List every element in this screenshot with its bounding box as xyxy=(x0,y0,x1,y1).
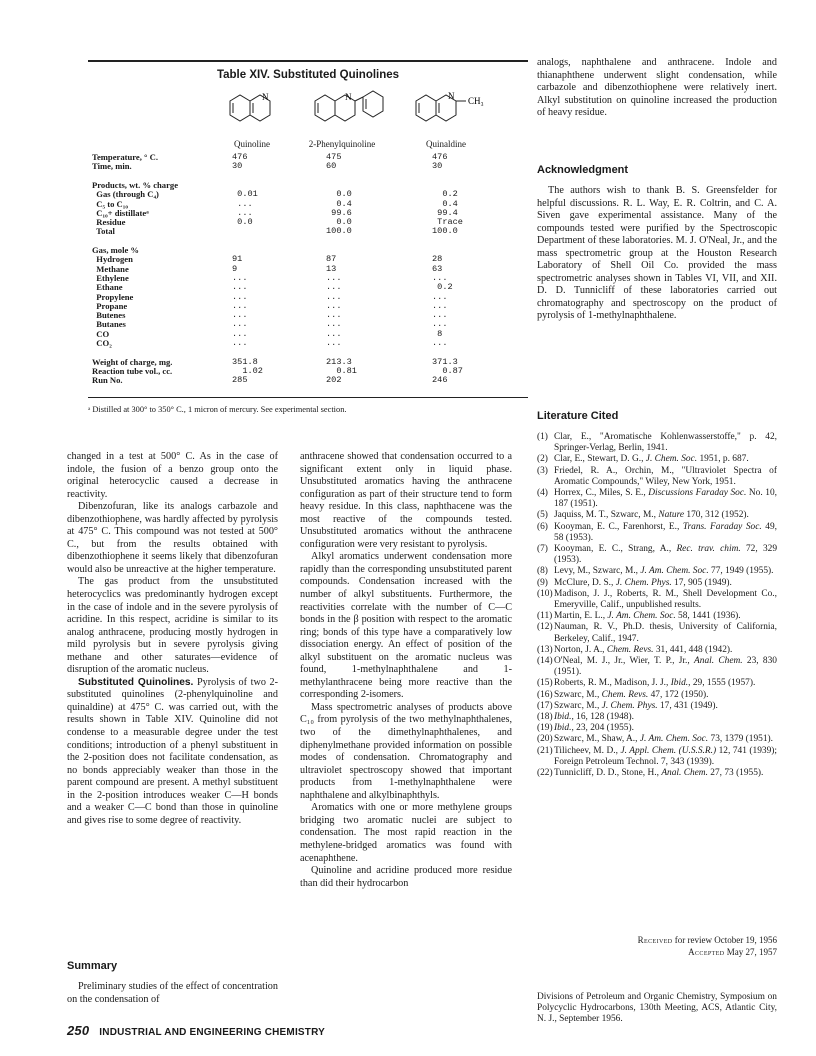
paragraph: Alkyl aromatics underwent condensation more rapidly than the corresponding unsubstituted parent compounds. Condensation increased with the number of alkyl substituents. Furthermore, the reactivities correlate with the number of C—C bonds in the β position with respect to the aromatic ring; bonds of this type have a comparatively low dissociation energy. An effect of position of the alkyl substituent on the aromatic nucleus was found, 1-methylnaphthalene and 1-methylanthracene being more reactive than the corresponding 2-isomers. xyxy=(300,551,512,701)
table-cell: 30 xyxy=(432,161,443,172)
table-cell: 351.8 xyxy=(232,356,258,367)
subsection-heading: Substituted Quinolines. xyxy=(78,676,194,688)
table-cell: 0.2 xyxy=(432,189,458,200)
paragraph: anthracene showed that condensation occurred to a significant extent only in liquid phase. Unsubstituted aromatics having the anthracene configuration as part of their structure tend to form heavy residue. In this class, naphthacene was the most reactive of the compounds tested. Unsubstituted aromatics without the anthracene configuration were very resistant to pyrolysis. xyxy=(300,451,512,550)
table-cell: ... xyxy=(232,207,253,218)
reference-item: (21) Tilicheev, M. D., J. Appl. Chem. (U.S.S.R.) 12, 741 (1939); Foreign Petroleum Technol. 7, 343 (1939). xyxy=(537,745,777,767)
table-cell: ... xyxy=(232,310,248,321)
compound-name: Quinoline xyxy=(234,139,270,149)
table-cell: 202 xyxy=(326,375,342,386)
nitrogen-label: N xyxy=(345,92,352,102)
reference-item: (1) Clar, E., "Aromatische Kohlenwasserstoffe," p. 42, Springer-Verlag, Berlin, 1941. xyxy=(537,432,777,454)
row-label: Ethane xyxy=(92,282,123,293)
table-cell: ... xyxy=(326,291,342,302)
table-cell: 0.01 xyxy=(232,189,258,200)
table-cell: 476 xyxy=(432,152,448,162)
summary-section xyxy=(67,981,278,1006)
table-cell: 371.3 xyxy=(432,356,458,367)
row-label: Butenes xyxy=(92,310,126,321)
table-cell: 100.0 xyxy=(432,226,458,237)
paragraph: The gas product from the unsubstituted heterocyclics was predominantly hydrogen except in the case of indole and in the severe pyrolysis of acridine. In this respect, acridine is similar to its analog anthracene, producing mostly hydrogen in mild pyrolysis but in severe pyrolysis giving methane and other saturates—evidence of disruption of the aromatic nucleus. xyxy=(67,576,278,676)
reference-item: (14) O'Neal, M. J., Jr., Wier, T. P., Jr., Anal. Chem. 23, 830 (1951). xyxy=(537,656,777,678)
reference-item: (8) Levy, M., Szwarc, M., J. Am. Chem. Soc. 77, 1949 (1955). xyxy=(537,566,774,577)
table-cell: 0.81 xyxy=(326,365,357,376)
reference-item: (17) Szwarc, M., J. Chem. Phys. 17, 431 (1949). xyxy=(537,700,718,711)
row-label: Temperature, ° C. xyxy=(92,152,158,162)
table-cell: 476 xyxy=(232,152,248,162)
row-label: Residue xyxy=(92,217,126,228)
row-label: C₁₀+ distillateᵃ xyxy=(92,207,149,218)
reference-item: (13) Norton, J. A., Chem. Revs. 31, 441, 448 (1942). xyxy=(537,644,733,655)
table-cell: ... xyxy=(432,291,448,302)
table-cell: 0.4 xyxy=(326,198,352,209)
table-cell: 285 xyxy=(232,375,248,386)
table-cell: ... xyxy=(432,319,448,330)
reference-item: (11) Martin, E. L., J. Am. Chem. Soc. 58, 1441 (1936). xyxy=(537,611,741,622)
reference-item: (3) Friedel, R. A., Orchin, M., "Ultraviolet Spectra of Aromatic Compounds," Wiley, New York, 1951. xyxy=(537,465,777,487)
row-label: Time, min. xyxy=(92,161,132,172)
quinaldine-structure xyxy=(412,88,512,134)
row-label: Gas, mole % xyxy=(92,245,140,255)
table-cell: 8 xyxy=(432,328,443,339)
reference-item: (2) Clar, E., Stewart, D. G., J. Chem. Soc. 1951, p. 687. xyxy=(537,454,749,465)
table-cell: ... xyxy=(232,300,248,311)
table-cell: ... xyxy=(432,310,448,321)
table-cell: ... xyxy=(326,328,342,339)
table-cell: 0.87 xyxy=(432,365,463,376)
paragraph: Mass spectrometric analyses of products above C₁₀ from pyrolysis of the two methylnaphthalenes, two of the dimethylnaphthalenes, and diphenylmethane provided information on possible modes of condensation. Chromatography and ultraviolet spectroscopy showed that important products from 1-methylnaphthalene were naphthalene and alkylbinaphthyls. xyxy=(300,701,512,801)
row-label: Propane xyxy=(92,300,128,311)
table-cell: 99.6 xyxy=(326,207,352,218)
received-dates xyxy=(537,935,777,958)
table-cell: ... xyxy=(326,272,342,283)
table-top-rule xyxy=(88,60,528,62)
reference-item: (15) Roberts, R. M., Madison, J. J., Ibid., 29, 1555 (1957). xyxy=(537,678,756,689)
accepted-line: Accepted May 27, 1957 xyxy=(688,946,777,957)
table-cell: 213.3 xyxy=(326,356,352,367)
nitrogen-label: N xyxy=(262,92,269,102)
table-cell: ... xyxy=(432,338,448,348)
reference-item: (22) Tunnicliff, D. D., Stone, H., Anal. Chem. 27, 73 (1955). xyxy=(537,768,764,779)
table-cell: 9 xyxy=(232,263,238,274)
nitrogen-label: N xyxy=(448,91,455,101)
acknowledgment-section xyxy=(537,185,777,323)
reference-item: (20) Szwarc, M., Shaw, A., J. Am. Chem. Soc. 73, 1379 (1951). xyxy=(537,734,773,745)
table-cell: 87 xyxy=(326,254,337,265)
phenylquinoline-structure xyxy=(311,88,401,134)
right-column-top xyxy=(537,57,777,120)
table-cell: 13 xyxy=(326,263,337,274)
reference-item: (16) Szwarc, M., Chem. Revs. 47, 172 (1950). xyxy=(537,689,709,700)
reference-item: (9) McClure, D. S., J. Chem. Phys. 17, 905 (1949). xyxy=(537,577,732,588)
row-label: Methane xyxy=(92,263,129,274)
page-number: 250 xyxy=(67,1023,90,1038)
quinoline-structure xyxy=(226,88,282,134)
table-cell: 0.0 xyxy=(326,217,352,228)
paragraph: Quinoline and acridine produced more residue than did their hydrocarbon xyxy=(300,865,512,889)
received-line: Received for review October 19, 1956 xyxy=(637,935,777,945)
table-cell: ... xyxy=(232,328,248,339)
reference-item: (10) Madison, J. J., Roberts, R. M., Shell Development Co., Emeryville, Calif., unpublished results. xyxy=(537,588,777,611)
table-cell: 28 xyxy=(432,254,443,265)
paragraph: Dibenzofuran, like its analogs carbazole and dibenzothiophene, was hardly affected by pyrolysis at 475° C. This compound was not tested at 500° C., but from the results obtained with dibenzothiophene it seems likely that dibenzofuran would also be unreactive at the higher temperature. xyxy=(67,501,278,575)
table-cell: 30 xyxy=(232,161,243,172)
table-cell: 0.0 xyxy=(232,217,253,228)
table-cell: ... xyxy=(326,319,342,330)
journal-name: INDUSTRIAL AND ENGINEERING CHEMISTRY xyxy=(99,1027,326,1038)
table-bottom-rule xyxy=(88,397,528,398)
reference-item: (4) Horrex, C., Miles, S. E., Discussions Faraday Soc. No. 10, 187 (1951). xyxy=(537,488,777,510)
row-label: Hydrogen xyxy=(92,254,133,265)
table-footnote: ᵃ Distilled at 300° to 350° C., 1 micron of mercury. See experimental section. xyxy=(88,405,347,414)
table-cell: ... xyxy=(232,319,248,330)
column-1 xyxy=(67,451,278,827)
row-label: Propylene xyxy=(92,291,134,302)
table-cell: 0.2 xyxy=(432,282,453,293)
literature-heading: Literature Cited xyxy=(537,410,619,422)
row-label: C₅ to C₁₀ xyxy=(92,198,128,209)
reference-item: (7) Kooyman, E. C., Strang, A., Rec. trav. chim. 72, 329 (1953). xyxy=(537,544,778,566)
table-row xyxy=(92,375,528,386)
row-label: Reaction tube vol., cc. xyxy=(92,365,173,376)
table-cell: ... xyxy=(326,310,342,321)
table-cell: ... xyxy=(432,272,448,283)
compound-name: 2-Phenylquinoline xyxy=(308,139,376,149)
table-cell: ... xyxy=(432,300,448,311)
table-cell: 0.4 xyxy=(432,198,458,209)
table-cell: 63 xyxy=(432,263,443,274)
row-label: Gas (through C₄) xyxy=(92,189,159,200)
table-cell: 100.0 xyxy=(326,226,352,237)
row-label: Butanes xyxy=(92,319,126,330)
row-label: Weight of charge, mg. xyxy=(92,356,173,367)
table-cell: 99.4 xyxy=(432,207,458,218)
paragraph: changed in a test at 500° C. As in the case of indole, the fusion of a benzo group onto the original heterocyclic caused a decrease in reactivity. xyxy=(67,451,278,500)
paragraph: The authors wish to thank B. S. Greensfelder for helpful discussions. R. L. Way, E. R. Coltrin, and C. A. Siven gave experimental assistance. Many of the compounds tested were purified by the Spectroscopic Department of these laboratories. M. J. O'Neal, Jr., and the mass spectrometric group at the Houston Research Laboratory of Shell Oil Co. provided the mass spectrometric analyses shown in Tables VI, VII, and XII. D. D. Tunnicliff of these laboratories carried out chromatography and spectroscopy on the product of pyrolysis of 1-methylnaphthalene. xyxy=(537,185,777,322)
column-2 xyxy=(300,451,512,890)
table-cell: 1.02 xyxy=(232,365,263,376)
row-label: Run No. xyxy=(92,375,123,386)
table-cell: ... xyxy=(232,198,253,209)
methyl-label: CH₃ xyxy=(468,96,484,106)
compound-name: Quinaldine xyxy=(426,139,466,149)
table-cell: Trace xyxy=(432,217,463,228)
paragraph: Substituted Quinolines. Pyrolysis of two 2-substituted quinolines (2-phenylquinoline and quinaldine) at 475° C. was carried out, with the results shown in Table XIV. Quinoline did not condense to a measurable degree under the test conditions; introduction of a phenyl substituent in the 2-position does not facilitate condensation, as no bonds appreciably weaker than those in the parent compound are present. A methyl substituent in the 2-position introduces weaker C—H bonds and a weaker C—C bond than those in quinoline and gives rise to some degree of reactivity. xyxy=(67,676,278,826)
row-label: CO₂ xyxy=(92,338,112,348)
row-label: CO xyxy=(92,328,110,339)
paragraph: Preliminary studies of the effect of concentration on the condensation of xyxy=(67,981,278,1005)
row-label: Total xyxy=(92,226,115,237)
reference-item: (12) Nauman, R. V., Ph.D. thesis, University of California, Berkeley, Calif., 1947. xyxy=(537,622,777,644)
table-cell: ... xyxy=(232,338,248,348)
table-cell: ... xyxy=(326,300,342,311)
table-title: Table XIV. Substituted Quinolines xyxy=(216,69,400,81)
paragraph: analogs, naphthalene and anthracene. Indole and thianaphthene underwent slight condensation, while carbazole and dibenzothiophene were relatively inert. Alkyl substitution on quinoline increased the production of heavy residue. xyxy=(537,57,777,119)
row-label: Ethylene xyxy=(92,272,129,283)
acknowledgment-heading: Acknowledgment xyxy=(537,164,629,176)
summary-heading: Summary xyxy=(67,960,118,972)
symposium-note: Divisions of Petroleum and Organic Chemistry, Symposium on Polycyclic Hydrocarbons, 130th Meeting, ACS, Atlantic City, N. J., September 1956. xyxy=(537,992,777,1025)
table-cell: 60 xyxy=(326,161,337,172)
table-cell: ... xyxy=(232,291,248,302)
row-label: Products, wt. % charge xyxy=(92,179,179,190)
table-cell: 475 xyxy=(326,152,342,162)
reference-item: (19) Ibid., 23, 204 (1955). xyxy=(537,723,634,734)
reference-item: (5) Jaquiss, M. T., Szwarc, M., Nature 170, 312 (1952). xyxy=(537,510,749,521)
paragraph: Aromatics with one or more methylene groups bridging two aromatic nuclei are subject to condensation. The most rapid reaction in the methylene-bridged aromatics was found with acenaphthene. xyxy=(300,802,512,864)
table-cell: ... xyxy=(232,282,248,293)
table-cell: 246 xyxy=(432,375,448,386)
table-cell: ... xyxy=(326,282,342,293)
table-cell: ... xyxy=(232,272,248,283)
table-cell: 0.0 xyxy=(326,189,352,200)
reference-list xyxy=(537,432,777,779)
table-cell: 91 xyxy=(232,254,243,265)
page-footer xyxy=(67,1023,325,1038)
reference-item: (18) Ibid., 16, 128 (1948). xyxy=(537,712,634,723)
reference-item: (6) Kooyman, E. C., Farenhorst, E., Trans. Faraday Soc. 49, 58 (1953). xyxy=(537,521,777,543)
table-cell: ... xyxy=(326,338,342,348)
